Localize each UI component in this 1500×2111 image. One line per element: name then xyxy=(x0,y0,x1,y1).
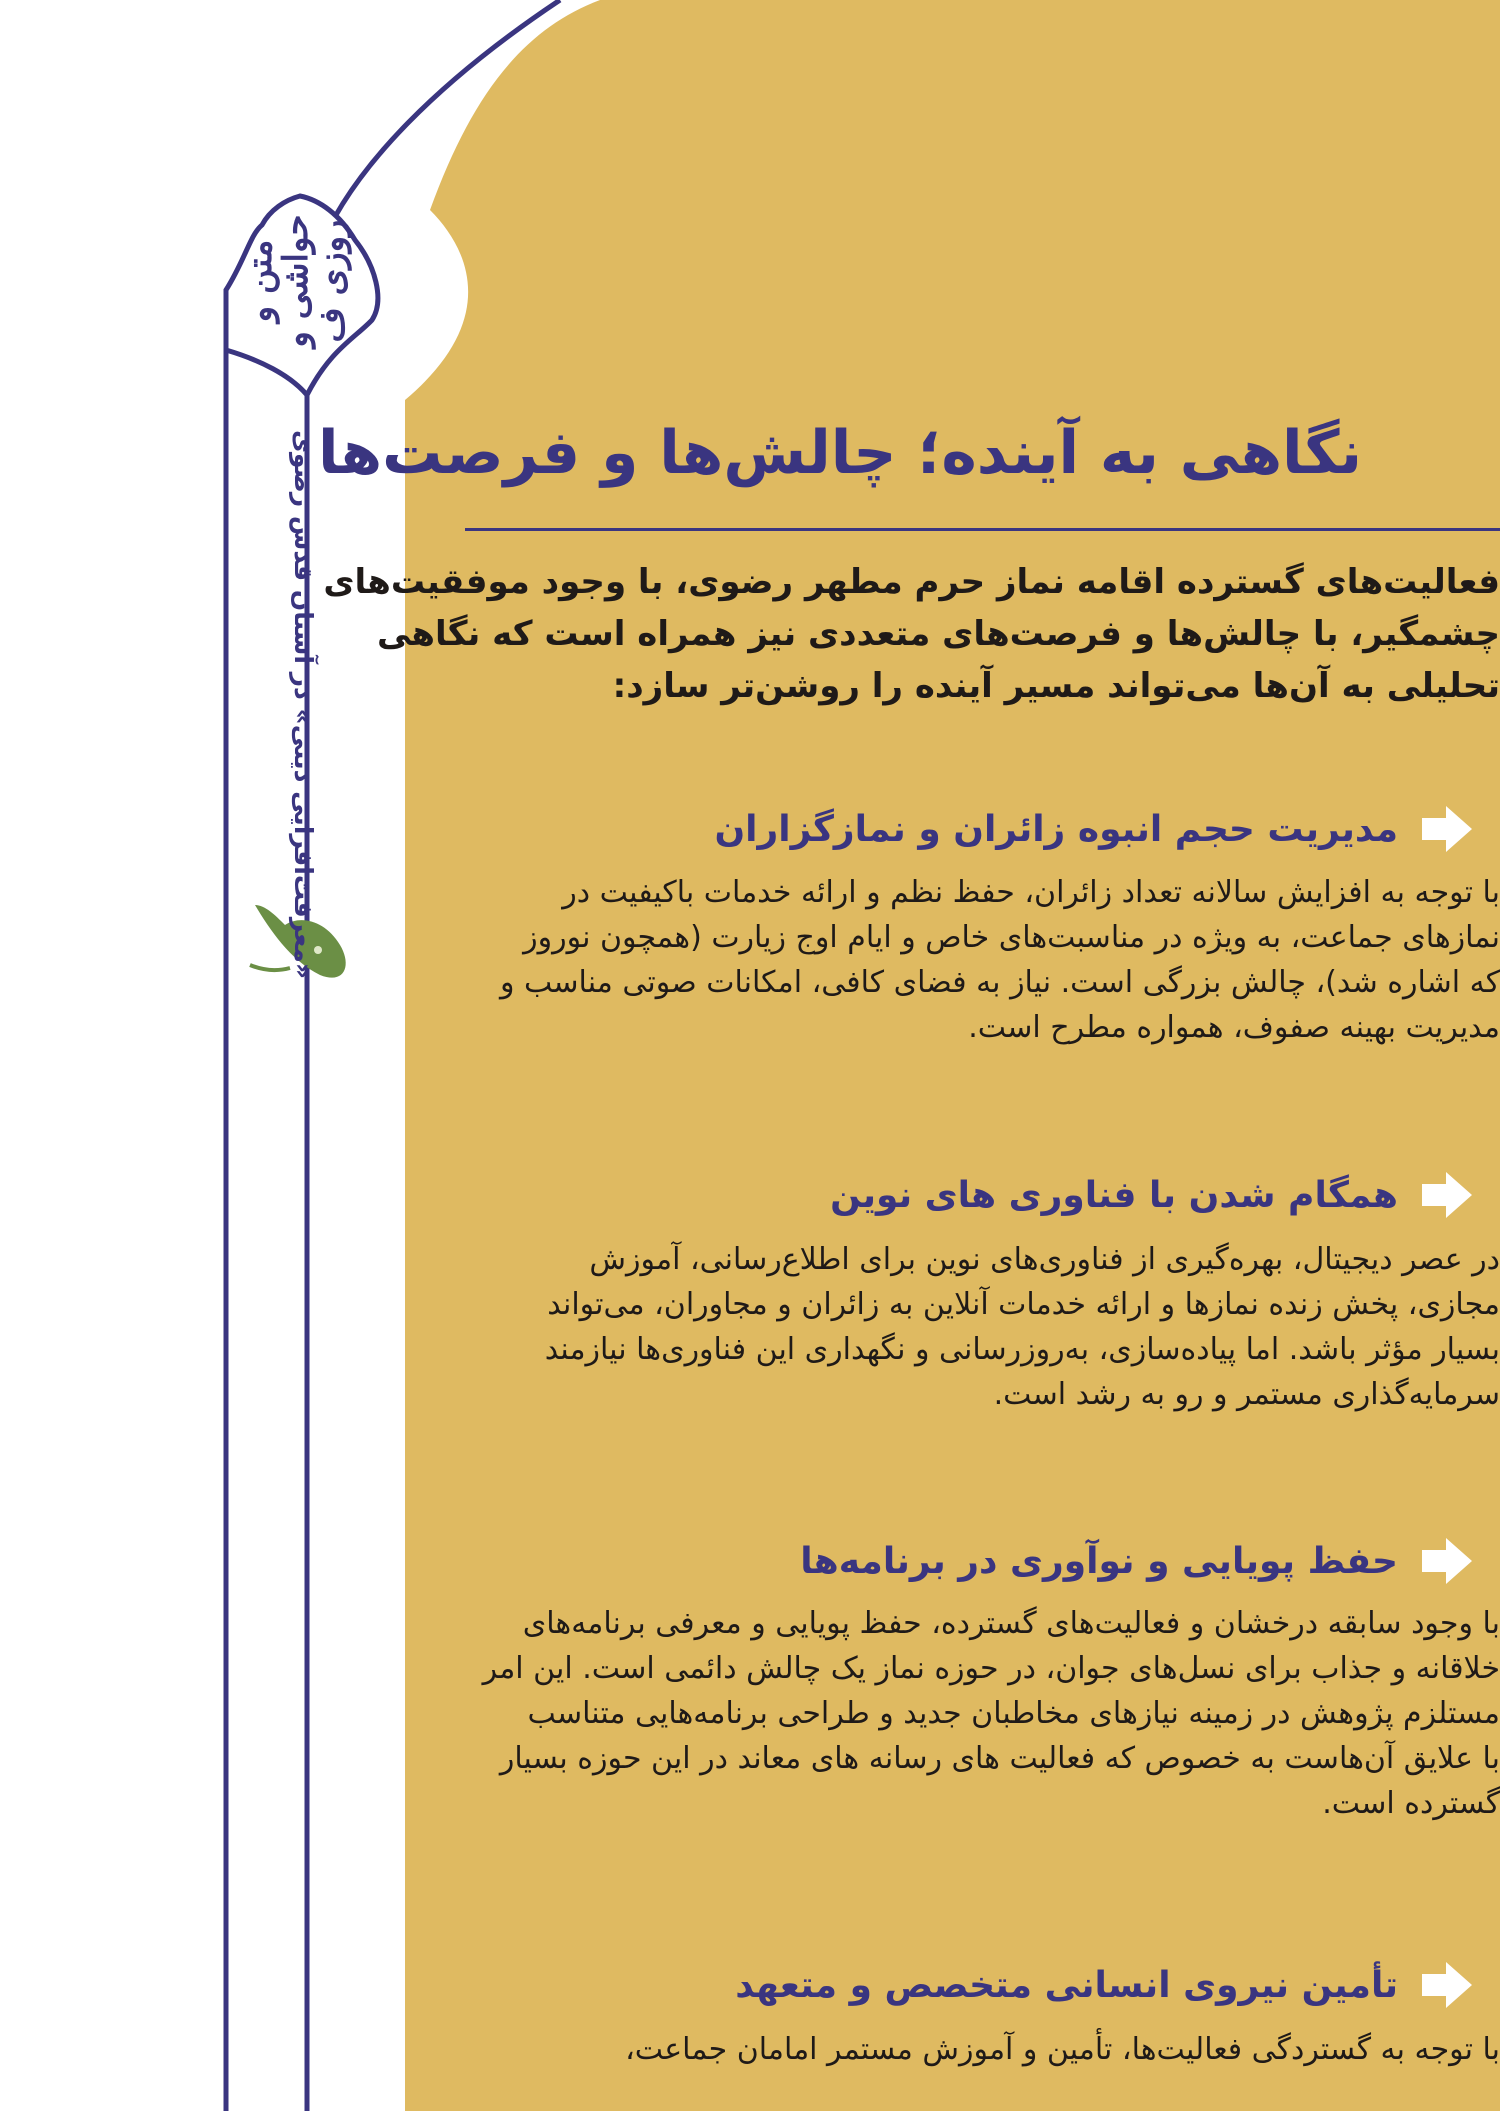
logo-emblem xyxy=(240,206,352,356)
body-line: مجازی، پخش زنده نمازها و ارائه خدمات آنلاین به زائران و مجاوران، می‌تواند xyxy=(547,1287,1500,1322)
body-line: خلاقانه و جذاب برای نسل‌های جوان، در حوزه نماز یک چالش دائمی است. این امر xyxy=(482,1651,1500,1686)
body-line: مستلزم پژوهش در زمینه نیازهای مخاطبان جدید و طراحی برنامه‌هایی متناسب xyxy=(527,1696,1500,1731)
section-body xyxy=(465,870,1500,1050)
body-line: با وجود سابقه درخشان و فعالیت‌های گسترده، حفظ پویایی و معرفی برنامه‌های xyxy=(522,1606,1500,1641)
section-title: حفظ پویایی و نوآوری در برنامه‌ها xyxy=(800,1540,1398,1582)
section-title: تأمین نیروی انسانی متخصص و متعهد xyxy=(735,1964,1398,2006)
title-divider xyxy=(465,528,1500,531)
intro-line: تحلیلی به آن‌ها می‌تواند مسیر آینده را روشن‌تر سازد: xyxy=(612,666,1500,706)
body-line: که اشاره شد)، چالش بزرگی است. نیاز به فضای کافی، امکانات صوتی مناسب و xyxy=(499,965,1500,1000)
intro-paragraph xyxy=(323,556,1500,712)
section-title: مدیریت حجم انبوه زائران و نمازگزاران xyxy=(714,808,1398,850)
body-line: با توجه به گستردگی فعالیت‌ها، تأمین و آموزش مستمر امامان جماعت، xyxy=(625,2032,1500,2067)
body-line: مدیریت بهینه صفوف، همواره مطرح است. xyxy=(968,1010,1500,1045)
side-caption: «معرفت‌افزایی دینی» در آستان قدس رضوی xyxy=(289,430,318,979)
intro-line: فعالیت‌های گسترده اقامه نماز حرم مطهر رضوی، با وجود موفقیت‌های xyxy=(323,562,1500,602)
section-body xyxy=(465,1601,1500,1826)
calligraphy-emblem-icon: متن و حواشی و روزی ف xyxy=(240,214,352,348)
section-title: همگام شدن با فناوری های نوین xyxy=(830,1174,1398,1216)
body-line: با توجه به افزایش سالانه تعداد زائران، حفظ نظم و ارائه خدمات باکیفیت در xyxy=(562,875,1500,910)
section-heading xyxy=(465,793,1500,865)
body-line: بسیار مؤثر باشد. اما پیاده‌سازی، به‌روزرسانی و نگهداری این فناوری‌ها نیازمند xyxy=(544,1332,1500,1367)
body-line: گسترده است. xyxy=(1322,1786,1500,1821)
section-heading xyxy=(465,1949,1500,2021)
arrow-bullet-icon xyxy=(1416,1164,1478,1226)
arrow-bullet-icon xyxy=(1416,1954,1478,2016)
body-line: نمازهای جماعت، به ویژه در مناسبت‌های خاص و ایام اوج زیارت (همچون نوروز xyxy=(523,920,1500,955)
arrow-bullet-icon xyxy=(1416,1530,1478,1592)
intro-line: چشمگیر، با چالش‌ها و فرصت‌های متعددی نیز همراه است که نگاهی xyxy=(376,614,1500,654)
body-line: در عصر دیجیتال، بهره‌گیری از فناوری‌های نوین برای اطلاع‌رسانی، آموزش xyxy=(589,1242,1500,1277)
body-line: با علایق آن‌هاست به خصوص که فعالیت های رسانه های معاند در این حوزه بسیار xyxy=(499,1741,1500,1776)
body-line: سرمایه‌گذاری مستمر و رو به رشد است. xyxy=(993,1377,1500,1412)
arrow-bullet-icon xyxy=(1416,798,1478,860)
section-body xyxy=(465,2027,1500,2072)
page-title: نگاهی به آینده؛ چالش‌ها و فرصت‌ها xyxy=(317,418,1362,488)
section-heading xyxy=(465,1525,1500,1597)
section-heading xyxy=(465,1159,1500,1231)
section-body xyxy=(465,1237,1500,1417)
